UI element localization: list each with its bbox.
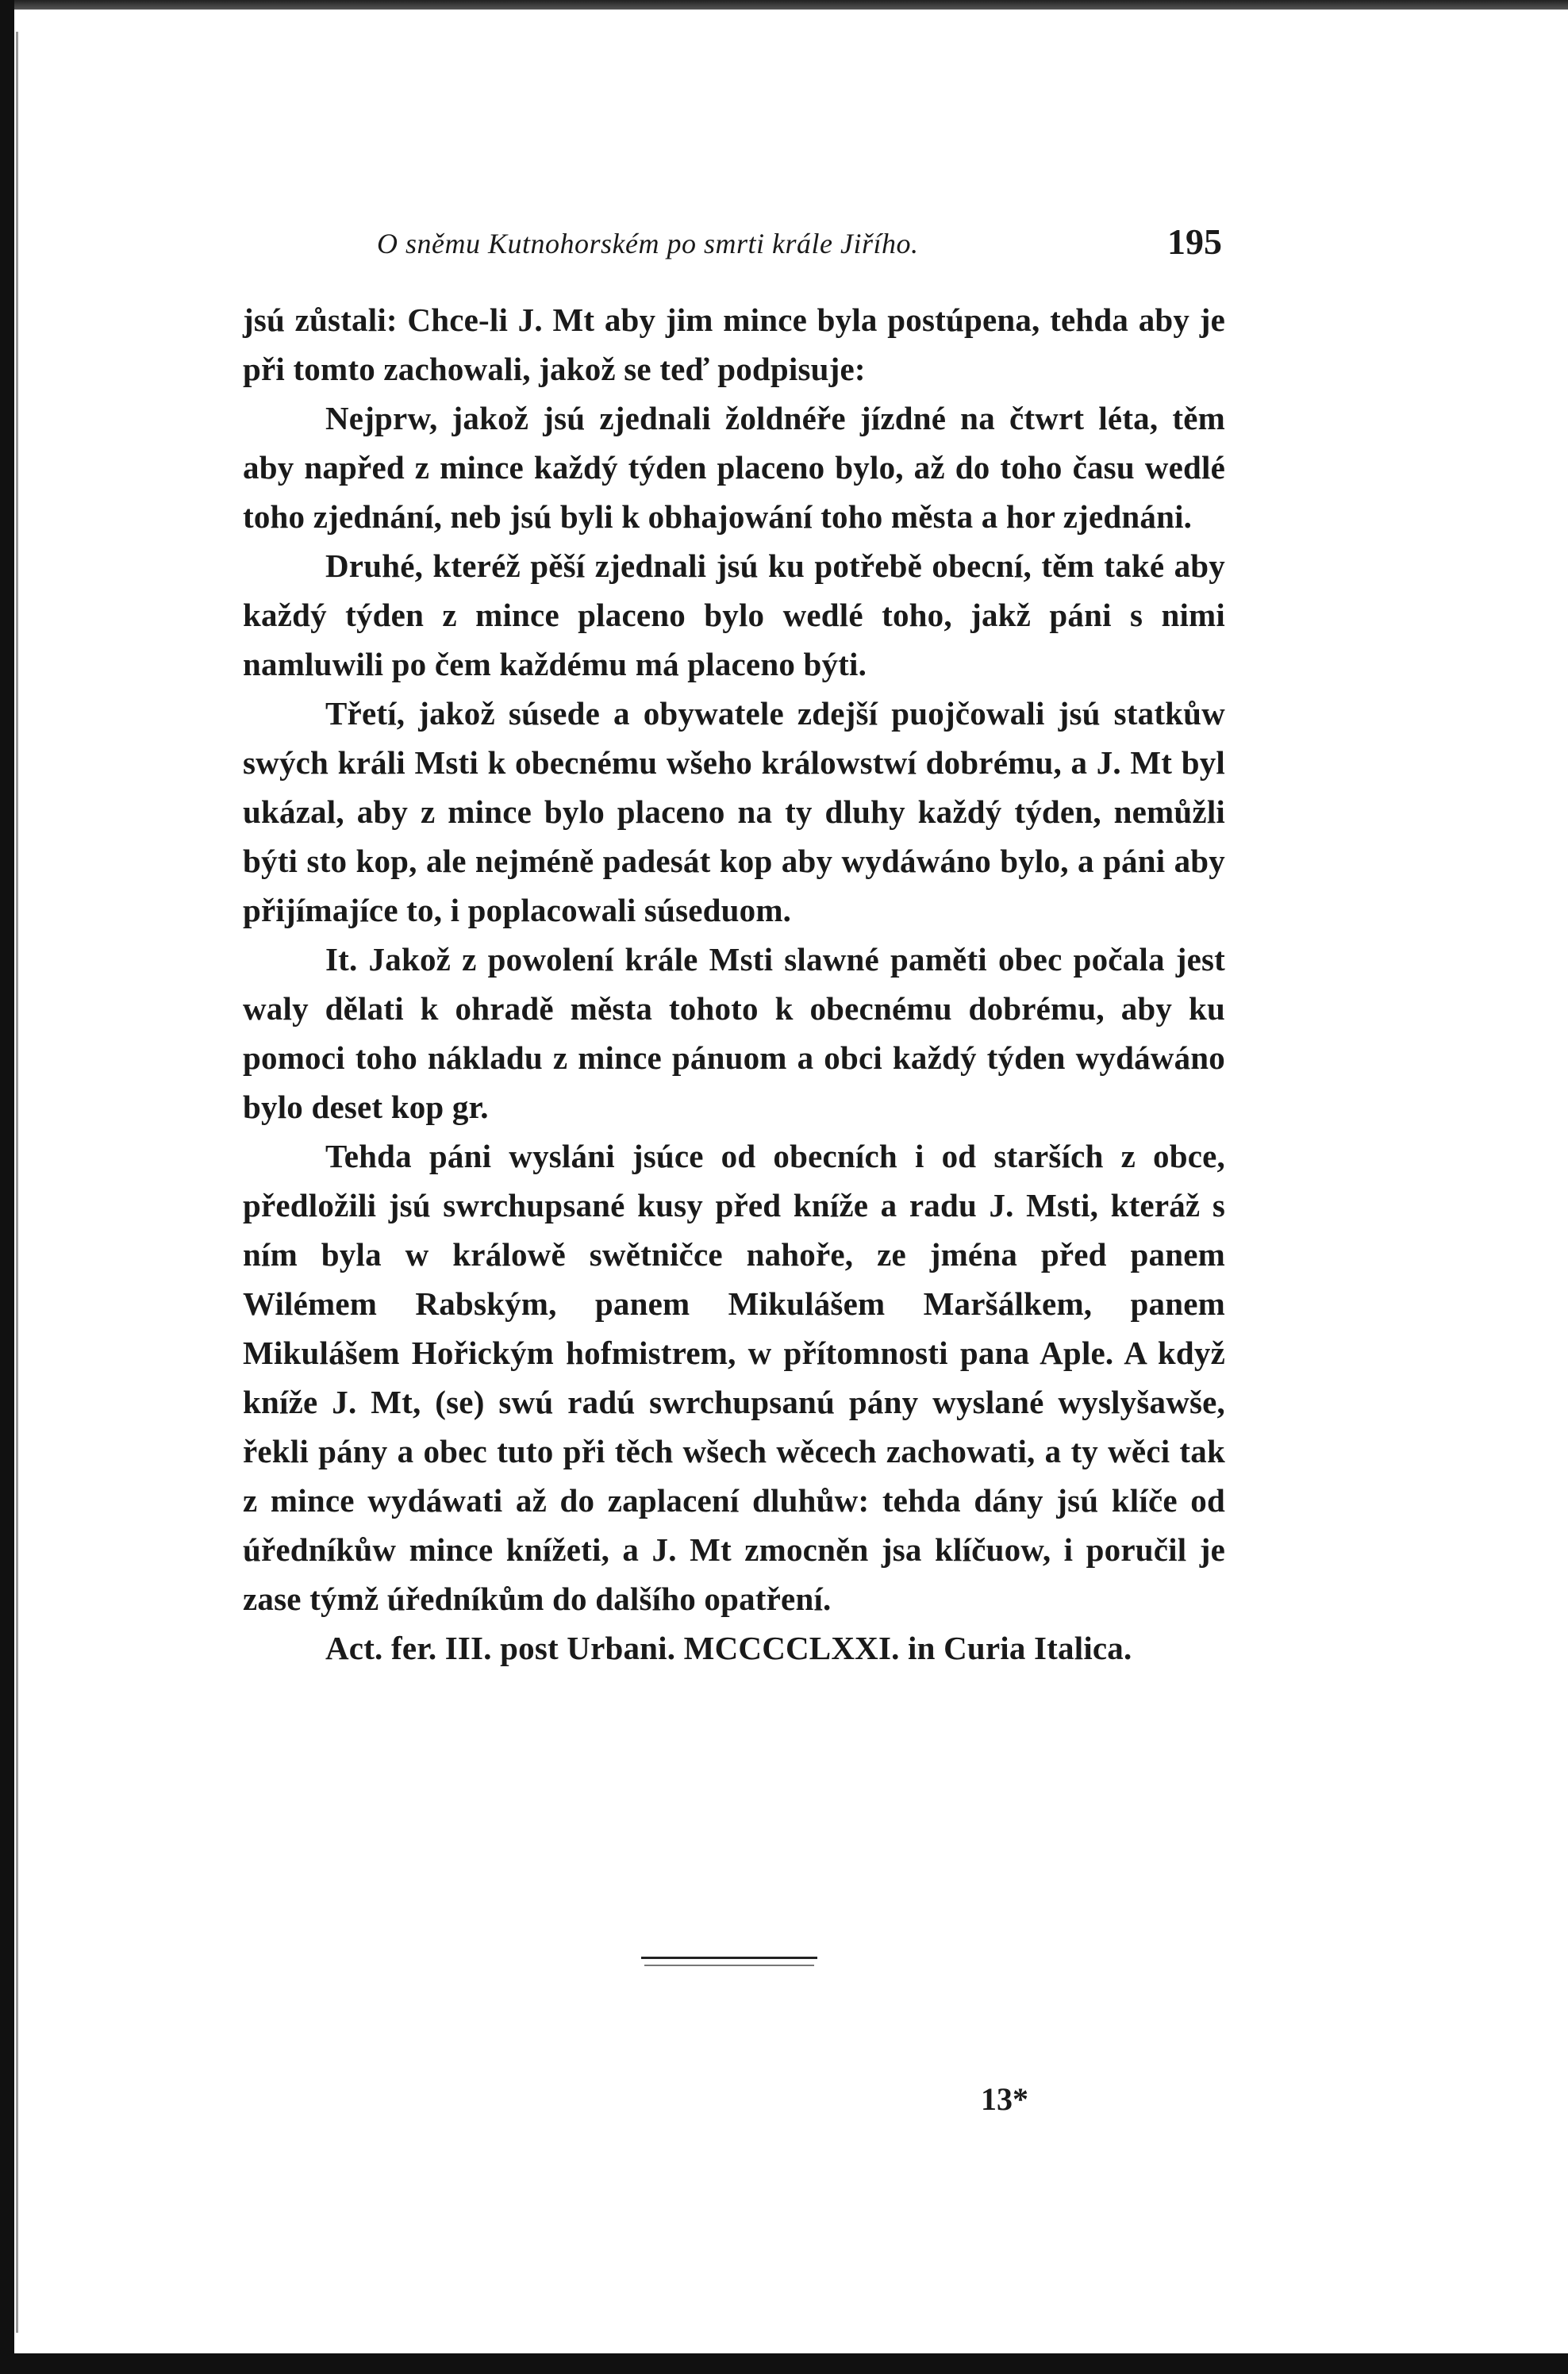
- paragraph-1: jsú zůstali: Chce-li J. Mt aby jim mince byla postúpena, tehda aby je při tomto zachowali, jakož se teď podpisuje:: [243, 302, 1225, 387]
- scan-edge-bottom: [0, 2353, 1568, 2374]
- scan-edge-left: [0, 0, 14, 2374]
- signature-mark: 13*: [981, 2081, 1028, 2117]
- scan-edge-line: [16, 32, 18, 2333]
- page-number: 195: [1167, 221, 1222, 262]
- running-title: O sněmu Kutnohorském po smrti krále Jiřího.: [377, 228, 919, 259]
- scan-edge-top: [0, 0, 1568, 10]
- section-end-rule: [641, 1957, 817, 1959]
- body-text: [243, 295, 1225, 1673]
- paragraph-7: Act. fer. III. post Urbani. MCCCCLXXI. in Curia Italica.: [325, 1630, 1132, 1666]
- running-head: [238, 221, 1222, 268]
- paragraph-4: Třetí, jakož súsede a obywatele zdejší puojčowali jsú statkůw swých králi Msti k obecnému wšeho králowstwí dobrému, a J. Mt byl ukázal, aby z mince bylo placeno na ty dluhy každý týden, nemůžli býti sto kop, ale nejméně padesát kop aby wydáwáno bylo, a páni aby přijímajíce to, i poplacowali súseduom.: [243, 695, 1225, 928]
- section-end-rule-thin: [644, 1965, 814, 1966]
- paragraph-2: Nejprw, jakož jsú zjednali žoldnéře jízdné na čtwrt léta, těm aby napřed z mince každý týden placeno bylo, až do toho času wedlé toho zjednání, neb jsú byli k obhajowání toho města a hor zjednáni.: [243, 400, 1225, 535]
- paragraph-5: It. Jakož z powolení krále Msti slawné paměti obec počala jest waly dělati k ohradě města tohoto k obecnému dobrému, aby ku pomoci toho nákladu z mince pánuom a obci každý týden wydáwáno bylo deset kop gr.: [243, 941, 1225, 1125]
- paragraph-6: Tehda páni wysláni jsúce od obecních i od starších z obce, předložili jsú swrchupsané kusy před kníže a radu J. Msti, kteráž s ním byla w králowě swětničce nahoře, ze jména před panem Wilémem Rabským, panem Mikulášem Maršálkem, panem Mikulášem Hořickým hofmistrem, w přítomnosti pana Aple. A když kníže J. Mt, (se) swú radú swrchupsanú pány wyslané wyslyšawše, řekli pány a obec tuto při těch wšech wěcech zachowati, a ty wěci tak z mince wydáwati až do zaplacení dluhůw: tehda dány jsú klíče od úředníkůw mince knížeti, a J. Mt zmocněn jsa klíčuow, i poručil je zase týmž úředníkům do dalšího opatření.: [243, 1138, 1225, 1617]
- paragraph-3: Druhé, kteréž pěší zjednali jsú ku potřebě obecní, těm také aby každý týden z mince placeno bylo wedlé toho, jakž páni s nimi namluwili po čem každému má placeno býti.: [243, 547, 1225, 682]
